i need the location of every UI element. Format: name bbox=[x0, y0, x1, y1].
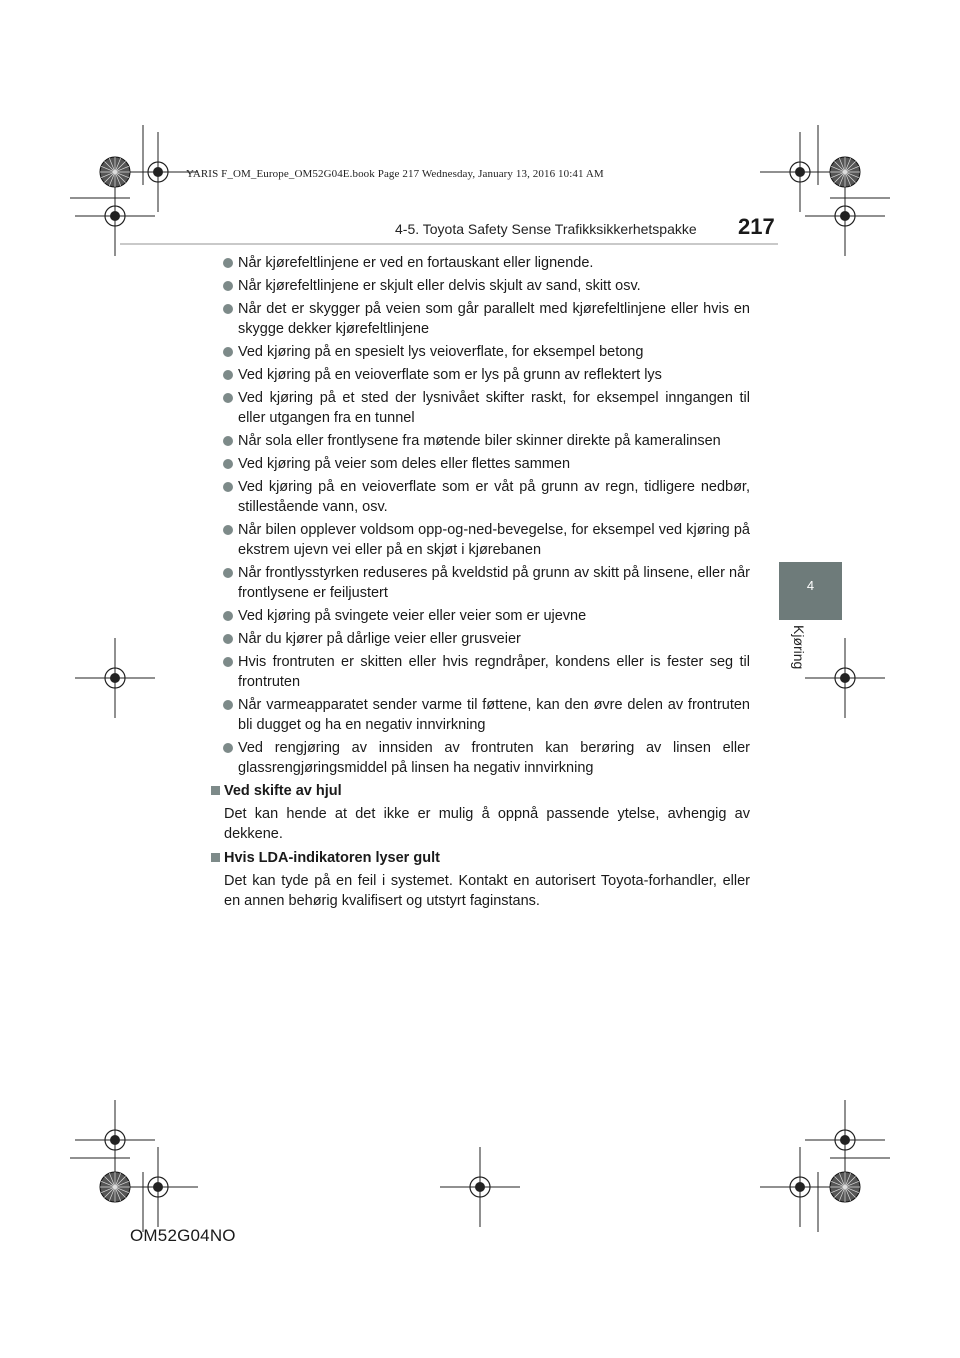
section-body: Det kan tyde på en feil i systemet. Kontakt en autorisert Toyota-forhandler, eller en annen behørig kvalifisert og utstyrt faginstans. bbox=[224, 873, 750, 909]
list-item: Ved kjøring på veier som deles eller flettes sammen bbox=[210, 454, 750, 474]
chapter-label: Kjøring bbox=[791, 625, 807, 670]
bullet-icon bbox=[223, 482, 233, 492]
list-item: Ved kjøring på en veioverflate som er våt på grunn av regn, tidligere nedbør, stillestående vann, osv. bbox=[210, 477, 750, 517]
bullet-icon bbox=[223, 436, 233, 446]
page-content bbox=[210, 253, 750, 911]
bullet-icon bbox=[223, 743, 233, 753]
page-number: 217 bbox=[738, 214, 775, 239]
list-item: Ved rengjøring av innsiden av frontruten kan berøring av linsen eller glassrengjøringsmiddel på linsen ha negativ innvirkning bbox=[210, 738, 750, 778]
section-heading: Hvis LDA-indikatoren lyser gult bbox=[224, 850, 440, 866]
bullet-icon bbox=[223, 304, 233, 314]
bullet-icon bbox=[223, 281, 233, 291]
section-lda-indicator bbox=[210, 848, 750, 868]
print-imprint: YARIS F_OM_Europe_OM52G04E.book Page 217 Wednesday, January 13, 2016 10:41 AM bbox=[186, 168, 604, 180]
section-body: Det kan hende at det ikke er mulig å oppnå passende ytelse, avhengig av dekkene. bbox=[224, 806, 750, 842]
chapter-tab bbox=[779, 562, 842, 620]
square-bullet-icon bbox=[211, 786, 220, 795]
list-item: Når du kjører på dårlige veier eller grusveier bbox=[210, 629, 750, 649]
list-item: Når frontlysstyrken reduseres på kveldstid på grunn av skitt på linsene, eller når frontlysene er feiljustert bbox=[210, 563, 750, 603]
list-item: Når varmeapparatet sender varme til føttene, kan den øvre delen av frontruten bli dugget og ha en negativ innvirkning bbox=[210, 695, 750, 735]
list-item: Når kjørefeltlinjene er ved en fortauskant eller lignende. bbox=[210, 253, 750, 273]
bullet-icon bbox=[223, 258, 233, 268]
bullet-icon bbox=[223, 700, 233, 710]
list-item: Ved kjøring på en spesielt lys veioverflate, for eksempel betong bbox=[210, 342, 750, 362]
bullet-icon bbox=[223, 370, 233, 380]
list-item: Ved kjøring på et sted der lysnivået skifter raskt, for eksempel inngangen til eller utgangen fra en tunnel bbox=[210, 388, 750, 428]
bullet-icon bbox=[223, 634, 233, 644]
list-item: Når kjørefeltlinjene er skjult eller delvis skjult av sand, skitt osv. bbox=[210, 276, 750, 296]
bullet-icon bbox=[223, 657, 233, 667]
bullet-icon bbox=[223, 525, 233, 535]
list-item: Når sola eller frontlysene fra møtende biler skinner direkte på kameralinsen bbox=[210, 431, 750, 451]
list-item: Når bilen opplever voldsom opp-og-ned-bevegelse, for eksempel ved kjøring på ekstrem ujevn vei eller på en skjøt i kjørebanen bbox=[210, 520, 750, 560]
bullet-icon bbox=[223, 611, 233, 621]
section-tire-change bbox=[210, 781, 750, 801]
chapter-number: 4 bbox=[806, 578, 815, 593]
bullet-icon bbox=[223, 459, 233, 469]
bullet-icon bbox=[223, 347, 233, 357]
list-item: Hvis frontruten er skitten eller hvis regndråper, kondens eller is fester seg til frontruten bbox=[210, 652, 750, 692]
bullet-icon bbox=[223, 393, 233, 403]
list-item: Ved kjøring på svingete veier eller veier som er ujevne bbox=[210, 606, 750, 626]
document-code: OM52G04NO bbox=[130, 1226, 236, 1245]
header-rule bbox=[120, 243, 778, 245]
section-title: 4-5. Toyota Safety Sense Trafikksikkerhetspakke bbox=[395, 221, 697, 237]
list-item: Når det er skygger på veien som går parallelt med kjørefeltlinjene eller hvis en skygge dekker kjørefeltlinjene bbox=[210, 299, 750, 339]
list-item: Ved kjøring på en veioverflate som er lys på grunn av reflektert lys bbox=[210, 365, 750, 385]
square-bullet-icon bbox=[211, 853, 220, 862]
bullet-icon bbox=[223, 568, 233, 578]
section-heading: Ved skifte av hjul bbox=[224, 783, 342, 799]
